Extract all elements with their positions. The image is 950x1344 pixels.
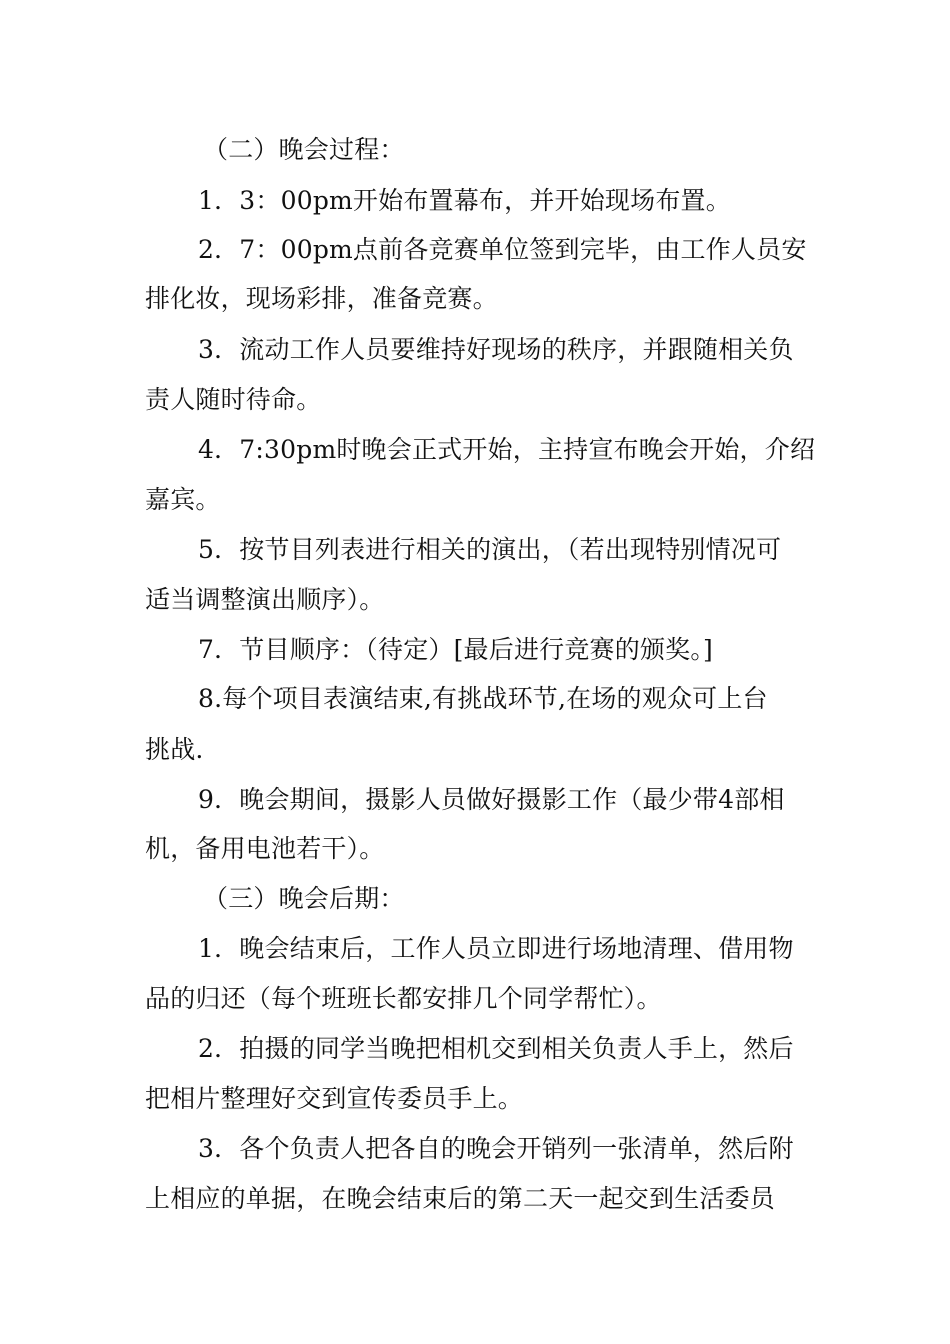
list-item-2-3-line1: 3．流动工作人员要维持好现场的秩序，并跟随相关负: [198, 335, 794, 364]
list-item-3-1-line1: 1．晚会结束后，工作人员立即进行场地清理、借用物: [198, 934, 794, 963]
list-item-3-3-line1: 3．各个负责人把各自的晚会开销列一张清单，然后附: [198, 1134, 794, 1163]
list-item-2-9-line2: 机，备用电池若干）。: [145, 834, 385, 863]
list-item-3-1-line2: 品的归还（每个班班长都安排几个同学帮忙）。: [145, 984, 662, 1013]
list-item-2-7: 7．节目顺序：（待定）[最后进行竞赛的颁奖。]: [198, 635, 714, 664]
section-heading-party-process: （二）晚会过程：: [203, 135, 405, 164]
list-item-3-2-line1: 2．拍摄的同学当晚把相机交到相关负责人手上，然后: [198, 1034, 794, 1063]
list-item-2-4-line2: 嘉宾。: [145, 485, 221, 514]
list-item-2-8-line2: 挑战.: [145, 735, 204, 764]
list-item-2-3-line2: 责人随时待命。: [145, 385, 322, 414]
list-item-3-2-line2: 把相片整理好交到宣传委员手上。: [145, 1084, 524, 1113]
list-item-2-5-line2: 适当调整演出顺序）。: [145, 585, 385, 614]
list-item-2-8-line1: 8.每个项目表演结束,有挑战环节,在场的观众可上台: [198, 684, 768, 713]
list-item-3-3-line2: 上相应的单据，在晚会结束后的第二天一起交到生活委员: [145, 1184, 776, 1213]
list-item-2-5-line1: 5．按节目列表进行相关的演出，（若出现特别情况可: [198, 535, 782, 564]
list-item-2-1: 1．3：00pm开始布置幕布，并开始现场布置。: [198, 186, 731, 215]
section-heading-post-party: （三）晚会后期：: [203, 884, 405, 913]
list-item-2-2-line2: 排化妆，现场彩排，准备竞赛。: [145, 284, 498, 313]
list-item-2-4-line1: 4．7:30pm时晚会正式开始，主持宣布晚会开始，介绍: [198, 435, 816, 464]
list-item-2-9-line1: 9．晚会期间，摄影人员做好摄影工作（最少带4部相: [198, 785, 785, 814]
list-item-2-2-line1: 2．7：00pm点前各竞赛单位签到完毕，由工作人员安: [198, 235, 807, 264]
